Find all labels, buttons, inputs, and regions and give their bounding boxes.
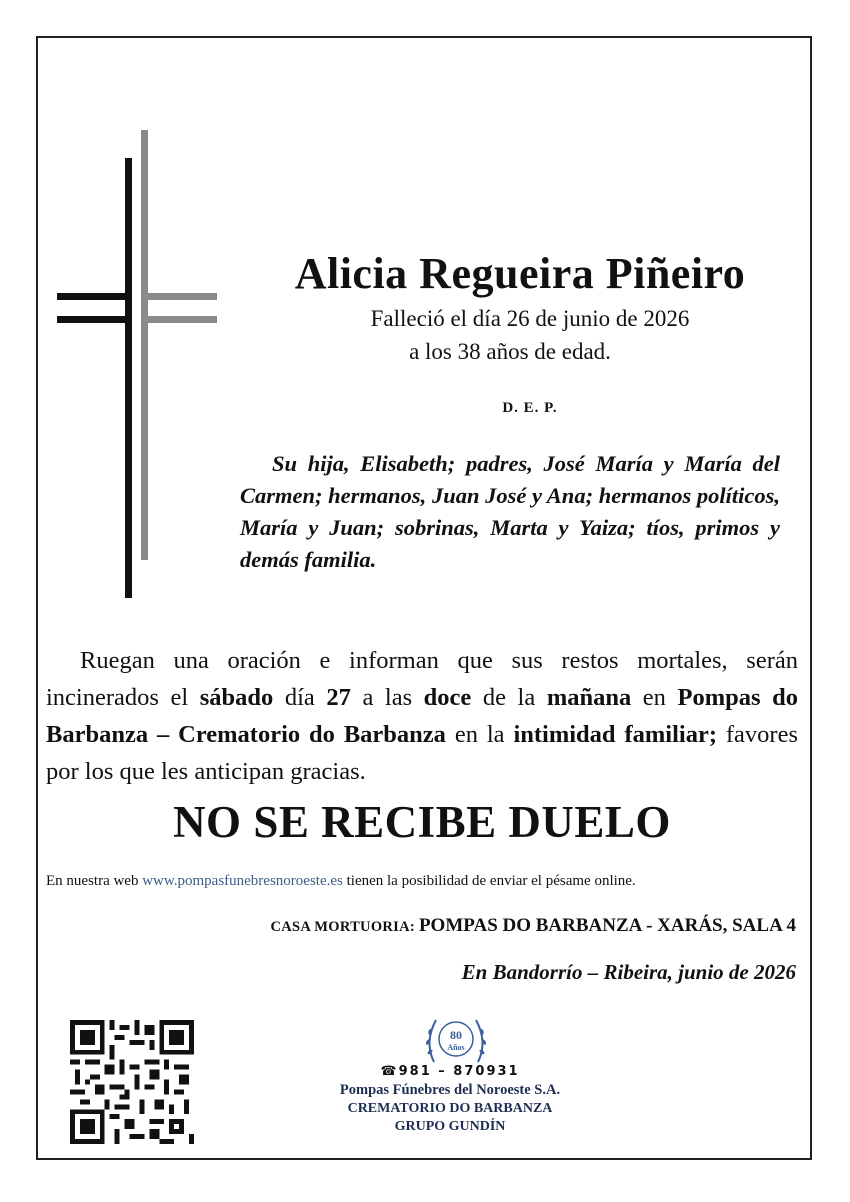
announcement-morning: mañana — [546, 684, 632, 711]
phone-number: ☎981 – 870931 — [380, 1064, 520, 1079]
crematorium-name: CREMATORIO DO BARBANZA — [347, 1101, 553, 1116]
family-list: Su hija, Elisabeth; padres, José María y María del Carmen; hermanos, Juan José y Ana; hermanos políticos, María y Juan; sobrinas, Marta y Yaiza; tíos, primos y demás familia. — [240, 451, 780, 572]
announcement-venue: Pompas do Barbanza – Crematorio do Barbanza — [46, 684, 798, 748]
death-date: Falleció el día 26 de junio de 2026 — [370, 306, 690, 331]
anniversary-logo-icon — [420, 1012, 492, 1070]
web-suffix: tienen la posibilidad de enviar el pésame online. — [342, 873, 636, 889]
announcement-text: a las — [350, 684, 424, 711]
announcement-text: favores por los que les anticipan gracias. — [46, 721, 798, 785]
mortuary-label: CASA MORTUORIA: — [270, 919, 419, 935]
qr-code-icon[interactable] — [70, 1020, 194, 1144]
announcement-date: 27 — [326, 684, 351, 711]
age-at-death: a los 38 años de edad. — [409, 339, 611, 364]
announcement-hour: doce — [423, 684, 472, 711]
group-name: GRUPO GUNDÍN — [394, 1119, 506, 1134]
deceased-name: Alicia Regueira Piñeiro — [294, 249, 746, 298]
logo-number: 80 — [450, 1028, 462, 1042]
web-prefix: En nuestra web — [46, 873, 143, 889]
no-duelo-heading: NO SE RECIBE DUELO — [173, 797, 671, 847]
website-link[interactable]: www.pompasfunebresnoroeste.es — [142, 873, 343, 889]
dep-label: D. E. P. — [502, 400, 558, 416]
announcement-text: Ruegan una oración e informan que sus restos mortales, serán incinerados el — [46, 647, 798, 711]
web-notice — [46, 873, 636, 890]
cross-icon — [55, 128, 225, 603]
announcement-text: de la — [471, 684, 547, 711]
place-date: En Bandorrío – Ribeira, junio de 2026 — [461, 960, 796, 984]
announcement-day: sábado — [199, 684, 274, 711]
mortuary-value: POMPAS DO BARBANZA - XARÁS, SALA 4 — [418, 915, 796, 936]
company-name: Pompas Fúnebres del Noroeste S.A. — [339, 1082, 561, 1098]
logo-word: Años — [447, 1043, 465, 1052]
announcement-text: en — [631, 684, 678, 711]
announcement-text: día — [273, 684, 327, 711]
announcement-privacy: intimidad familiar; — [513, 721, 717, 748]
announcement-text: en la — [445, 721, 514, 748]
mortuary-info — [270, 915, 796, 937]
announcement-paragraph — [46, 642, 798, 790]
